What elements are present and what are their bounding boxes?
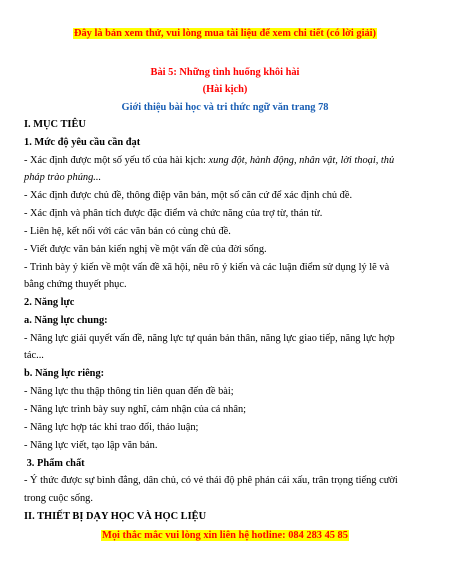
hotline-banner — [0, 529, 450, 542]
subheading-requirements: 1. Mức độ yêu cầu cần đạt — [24, 137, 141, 148]
specific-competency-item-1: - Năng lực thu thập thông tin liên quan đến đề bài; — [24, 386, 234, 397]
objective-item-5: - Viết được văn bản kiến nghị về một vấn đề của đời sống. — [24, 244, 267, 255]
specific-competency-item-2: - Năng lực trình bày suy nghĩ, cảm nhận của cá nhân; — [24, 404, 247, 415]
quality-item-continued: trong cuộc sống. — [24, 493, 93, 504]
lesson-title: Bài 5: Những tình huống khôi hài — [150, 67, 300, 78]
lesson-subtitle: Giới thiệu bài học và tri thức ngữ văn trang 78 — [121, 102, 329, 113]
preview-notice-text: Đây là bản xem thử, vui lòng mua tài liệu để xem chi tiết (có lời giải) — [73, 28, 377, 39]
objective-item-6: - Trình bày ý kiến về một vấn đề xã hội, nêu rõ ý kiến và các luận điểm sử dụng lý lẽ và — [24, 262, 390, 273]
hotline-text: Mọi thắc mắc vui lòng xin liên hệ hotline: 084 283 45 85 — [102, 530, 348, 541]
quality-item: - Ý thức được sự bình đẳng, dân chủ, có vẻ thái độ phê phán cái xấu, trân trọng tiếng cười — [24, 475, 398, 486]
objective-item-6-continued: bằng chứng thuyết phục. — [24, 279, 127, 290]
specific-competency-item-3: - Năng lực hợp tác khi trao đổi, thảo luận; — [24, 422, 199, 433]
specific-competency-item-4: - Năng lực viết, tạo lập văn bản. — [24, 440, 158, 451]
subheading-competencies: 2. Năng lực — [24, 297, 75, 308]
subheading-qualities: 3. Phẩm chất — [24, 458, 85, 469]
objective-item-1-continued: pháp trào phúng... — [24, 172, 102, 183]
objective-item-4: - Liên hệ, kết nối với các văn bản có cùng chủ đề. — [24, 226, 231, 237]
genre-label: (Hài kịch) — [202, 84, 248, 95]
objective-item-3: - Xác định và phân tích được đặc điểm và chức năng của trợ từ, thán từ. — [24, 208, 323, 219]
objective-item-2: - Xác định được chủ đề, thông điệp văn bản, một số căn cứ để xác định chủ đề. — [24, 190, 353, 201]
subheading-specific-competencies: b. Năng lực riêng: — [24, 368, 105, 379]
subheading-general-competencies: a. Năng lực chung: — [24, 315, 108, 326]
general-competency-item-continued: tác... — [24, 350, 44, 361]
general-competency-item: - Năng lực giải quyết vấn đề, năng lực tự quản bản thân, năng lực giao tiếp, năng lực hợp — [24, 333, 395, 344]
objective-item-1 — [24, 154, 394, 167]
section-heading-objectives: I. MỤC TIÊU — [24, 119, 86, 130]
objective-item-1-italic: xung đột, hành động, nhân vật, lời thoại, thủ — [208, 155, 395, 166]
preview-notice-banner — [0, 27, 450, 40]
objective-item-1-text: - Xác định được một số yếu tố của hài kịch: — [24, 155, 209, 166]
section-heading-equipment: II. THIẾT BỊ DẠY HỌC VÀ HỌC LIỆU — [24, 511, 207, 522]
